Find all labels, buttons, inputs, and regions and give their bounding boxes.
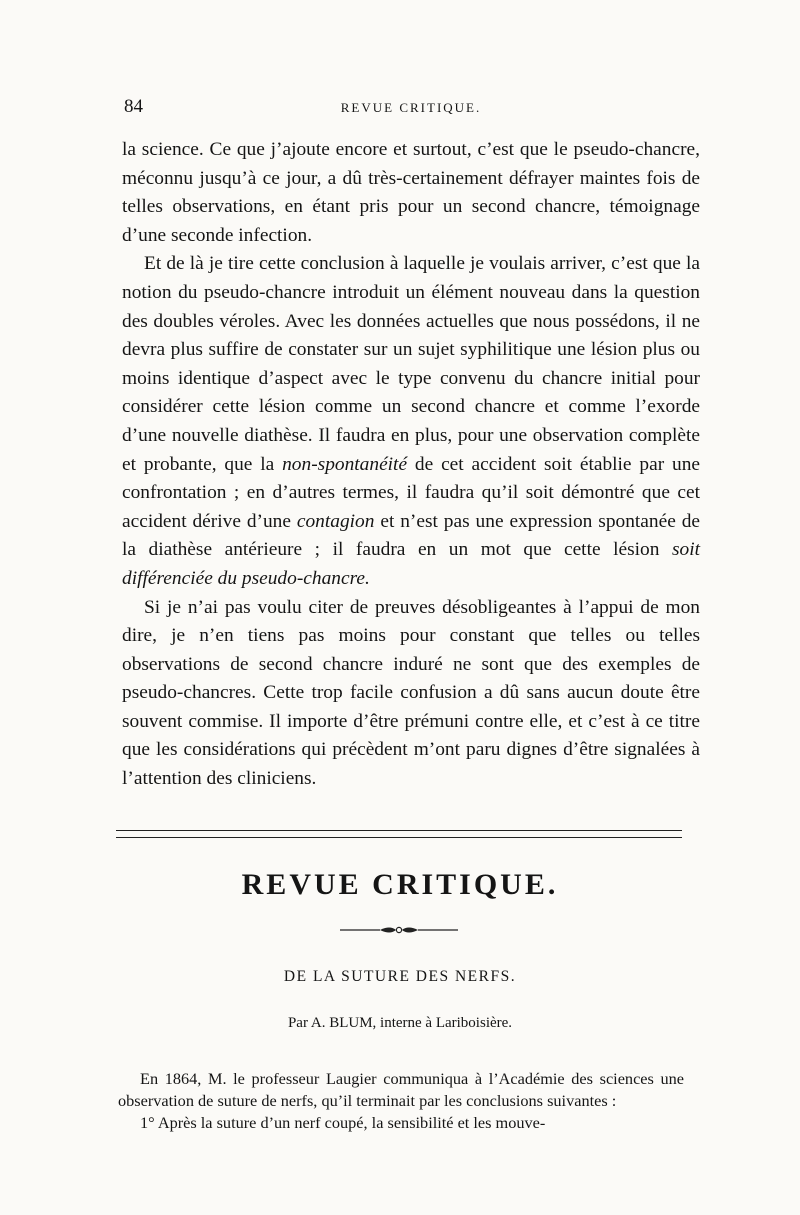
page <box>122 96 700 794</box>
emphasis-non-spontaneite: non-spontanéité <box>282 453 408 475</box>
ornament-icon <box>340 923 458 937</box>
article-title: DE LA SUTURE DES NERFS. <box>283 968 517 985</box>
byline: Par A. BLUM, interne à Lariboisière. <box>287 1015 513 1031</box>
article-paragraph-1: En 1864, M. le professeur Laugier communiqua à l’Académie des sciences une observation de suture de nerfs, qu’il terminait par les conclusions suivantes : <box>118 1069 684 1110</box>
section-title: REVUE CRITIQUE. <box>241 868 559 901</box>
page-header <box>122 96 700 126</box>
paragraph-1: la science. Ce que j’ajoute encore et surtout, c’est que le pseudo-chancre, méconnu jusqu’à ce jour, a dû très-certainement défrayer maintes fois de telles observations, en étant pris pour un second chancre, témoignage d’une seconde infection. <box>122 139 700 246</box>
paragraph-2-part-a: Et de là je tire cette conclusion à laquelle je voulais arriver, c’est que la notion du pseudo-chancre introduit un élément nouveau dans la question des doubles véroles. Avec les données actuelles que nous possédons, il ne devra plus suffire de constater sur un sujet syphilitique une lésion plus ou moins identique d’aspect avec le type convenu du chancre initial pour considérer cette lésion comme un second chancre et comme l’exorde d’une nouvelle diathèse. Il faudra en plus, pour une observation complète et probante, que la <box>122 253 700 475</box>
emphasis-contagion: contagion <box>296 510 375 532</box>
running-head: REVUE CRITIQUE. <box>340 100 482 115</box>
paragraph-2-part-b: de cet accident soit établie par une confrontation ; en d’autres termes, il faudra qu’il soit démontré que cet accident dérive d’une <box>122 453 700 532</box>
article-paragraph-2: 1° Après la suture d’un nerf coupé, la sensibilité et les mouve- <box>140 1113 546 1132</box>
article-text <box>118 1068 684 1134</box>
paragraph-3: Si je n’ai pas voulu citer de preuves désobligeantes à l’appui de mon dire, je n’en tiens pas moins pour constant que telles ou telles observations de second chancre induré ne sont que des exemples de pseudo-chancres. Cette trop facile confusion a dû sans aucun doute être souvent commise. Il importe d’être prémuni contre elle, et c’est à ce titre que les considérations qui précèdent m’ont paru dignes d’être signalées à l’attention des cliniciens. <box>122 596 700 790</box>
page-number: 84 <box>124 96 143 117</box>
paragraph-2 <box>122 250 700 593</box>
section-divider <box>116 830 682 838</box>
paragraph-2-part-c: et n’est pas une expression spontanée de la diathèse antérieure ; il faudra en un mot que cette lésion <box>122 510 700 561</box>
main-text <box>122 136 700 794</box>
emphasis-differenciee: soit différenciée du pseudo-chancre. <box>122 539 700 589</box>
